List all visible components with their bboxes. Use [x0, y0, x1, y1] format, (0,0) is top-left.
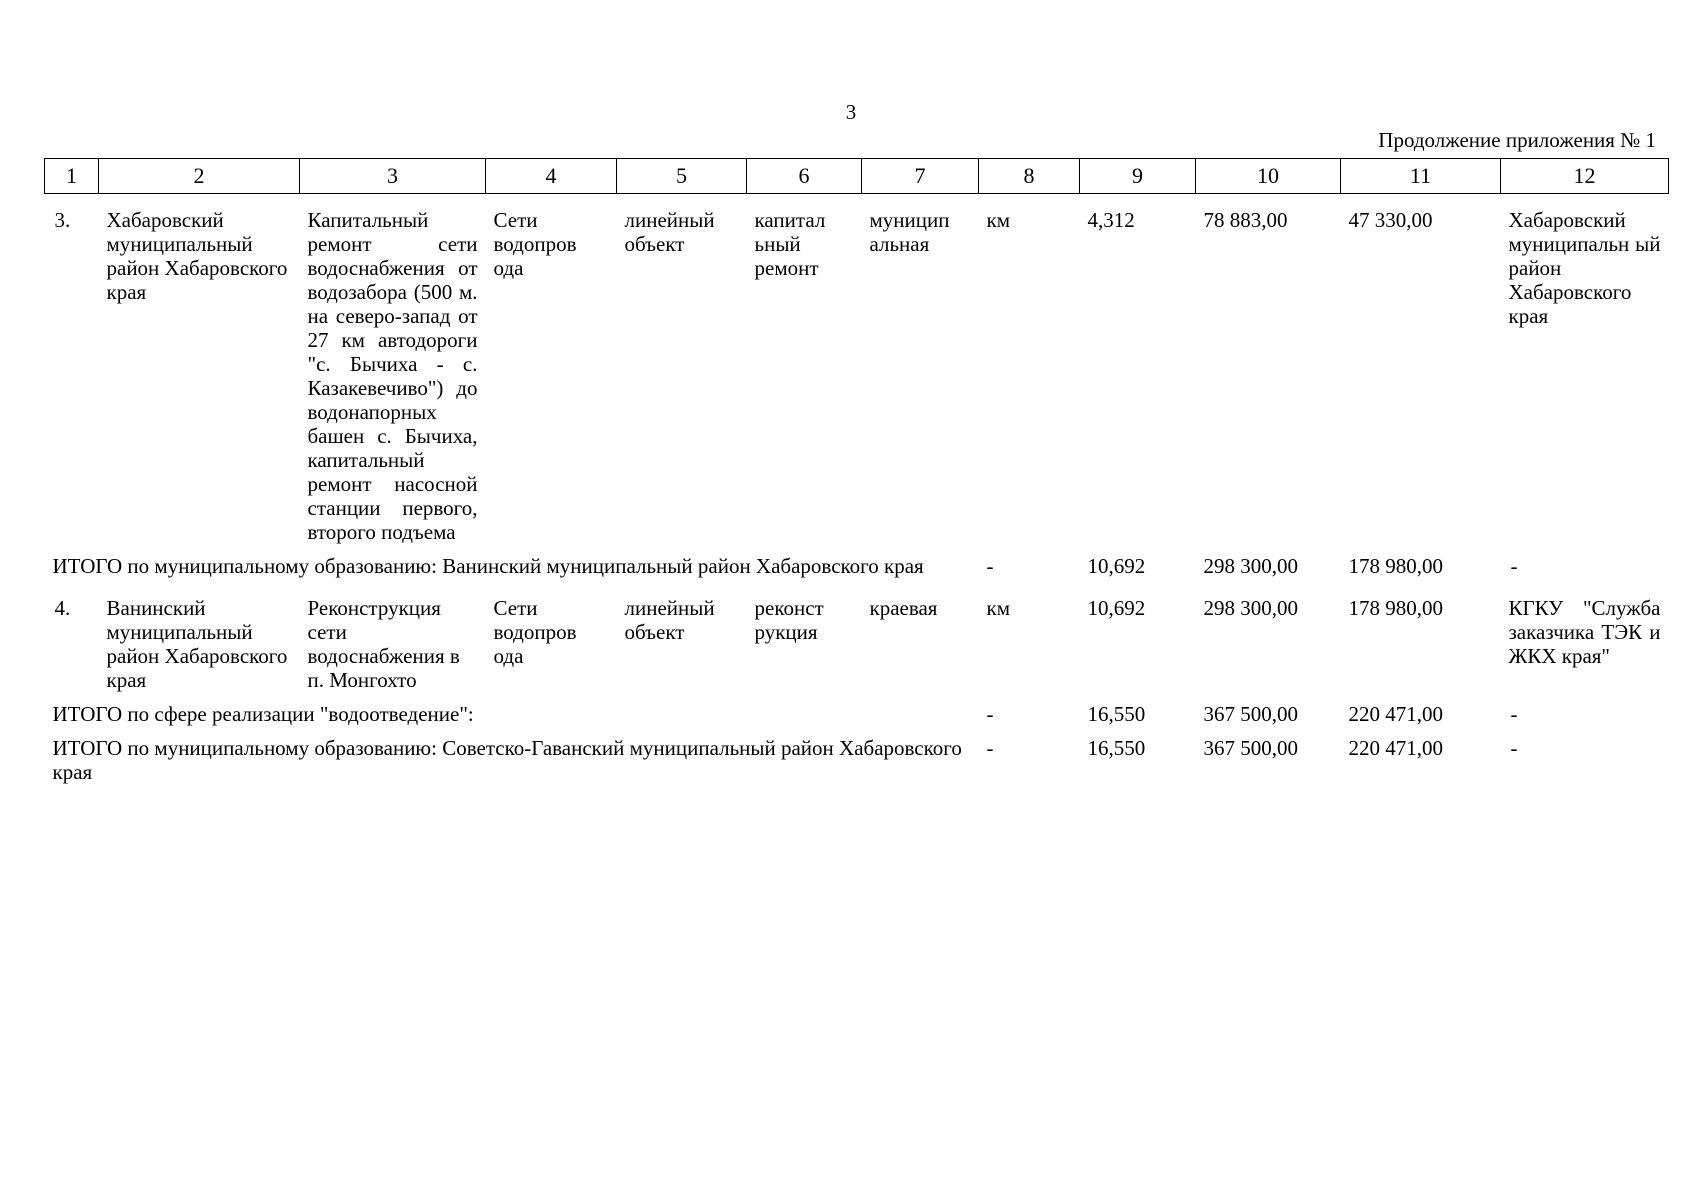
row-number: 3. — [54, 208, 71, 232]
customer-cell: КГКУ "Служба заказчика ТЭК и ЖКХ края" — [1508, 596, 1661, 668]
cost-total-cell: 78 883,00 — [1203, 208, 1288, 232]
object-type-cell: Сети водопров ода — [493, 208, 577, 280]
unit-cell: - — [986, 736, 994, 760]
column-header: 2 — [99, 159, 300, 194]
municipality-cell: Хабаровский муниципальный район Хабаровского края — [106, 208, 288, 304]
ownership-cell: краевая — [869, 596, 938, 620]
unit-cell: - — [986, 702, 994, 726]
subtotal-label: ИТОГО по муниципальному образованию: Ванинский муниципальный район Хабаровского края — [52, 554, 924, 578]
subtotal-row — [45, 548, 1669, 582]
length-cell: 10,692 — [1087, 596, 1146, 620]
column-header: 8 — [979, 159, 1080, 194]
column-header: 1 — [45, 159, 99, 194]
page-number: 3 — [845, 100, 857, 124]
column-header: 5 — [617, 159, 747, 194]
cost-total-cell: 367 500,00 — [1203, 736, 1298, 760]
cost-regional-cell: 178 980,00 — [1348, 596, 1443, 620]
subtotal-row — [45, 696, 1669, 730]
cost-total-cell: 298 300,00 — [1203, 554, 1298, 578]
column-header: 11 — [1341, 159, 1501, 194]
municipality-cell: Ванинский муниципальный район Хабаровского края — [106, 596, 288, 692]
continuation-label: Продолжение приложения № 1 — [1378, 128, 1656, 152]
column-header: 4 — [486, 159, 617, 194]
header-row — [45, 159, 1669, 194]
table-row — [45, 194, 1669, 549]
unit-cell: км — [986, 208, 1010, 232]
cost-regional-cell: 178 980,00 — [1348, 554, 1443, 578]
column-header: 3 — [300, 159, 486, 194]
column-header: 10 — [1196, 159, 1341, 194]
row-number: 4. — [54, 596, 71, 620]
customer-cell: Хабаровский муниципальн ый район Хабаровского края — [1508, 208, 1661, 328]
length-cell: 16,550 — [1087, 702, 1146, 726]
length-cell: 16,550 — [1087, 736, 1146, 760]
column-header: 6 — [747, 159, 862, 194]
customer-cell: - — [1510, 702, 1518, 726]
cost-regional-cell: 220 471,00 — [1348, 702, 1443, 726]
subtotal-row — [45, 730, 1669, 788]
appendix-table — [44, 158, 1669, 788]
length-cell: 4,312 — [1087, 208, 1135, 232]
length-cell: 10,692 — [1087, 554, 1146, 578]
cost-total-cell: 298 300,00 — [1203, 596, 1298, 620]
unit-cell: - — [986, 554, 994, 578]
customer-cell: - — [1510, 554, 1518, 578]
cost-regional-cell: 220 471,00 — [1348, 736, 1443, 760]
work-kind-cell: капитал ьный ремонт — [754, 208, 826, 280]
object-name-cell: Капитальный ремонт сети водоснабжения от водозабора (500 м. на северо-запад от 27 км автодороги "с. Бычиха - с. Казакевечиво") до водонапорных башен с. Бычиха, капитальный ремонт насосной станции первого, второго подъема — [307, 208, 478, 544]
cost-total-cell: 367 500,00 — [1203, 702, 1298, 726]
column-header: 12 — [1501, 159, 1669, 194]
customer-cell: - — [1510, 736, 1518, 760]
cost-regional-cell: 47 330,00 — [1348, 208, 1433, 232]
ownership-cell: муницип альная — [869, 208, 950, 256]
object-kind-cell: линейный объект — [624, 208, 715, 256]
column-header: 7 — [862, 159, 979, 194]
object-name-cell: Реконструкция сети водоснабжения в п. Монгохто — [307, 596, 460, 692]
object-kind-cell: линейный объект — [624, 596, 715, 644]
subtotal-label: ИТОГО по муниципальному образованию: Советско-Гаванский муниципальный район Хабаровского края — [52, 736, 962, 784]
work-kind-cell: реконст рукция — [754, 596, 824, 644]
table-row — [45, 582, 1669, 696]
subtotal-label: ИТОГО по сфере реализации "водоотведение": — [52, 702, 474, 726]
unit-cell: км — [986, 596, 1010, 620]
object-type-cell: Сети водопров ода — [493, 596, 577, 668]
column-header: 9 — [1080, 159, 1196, 194]
